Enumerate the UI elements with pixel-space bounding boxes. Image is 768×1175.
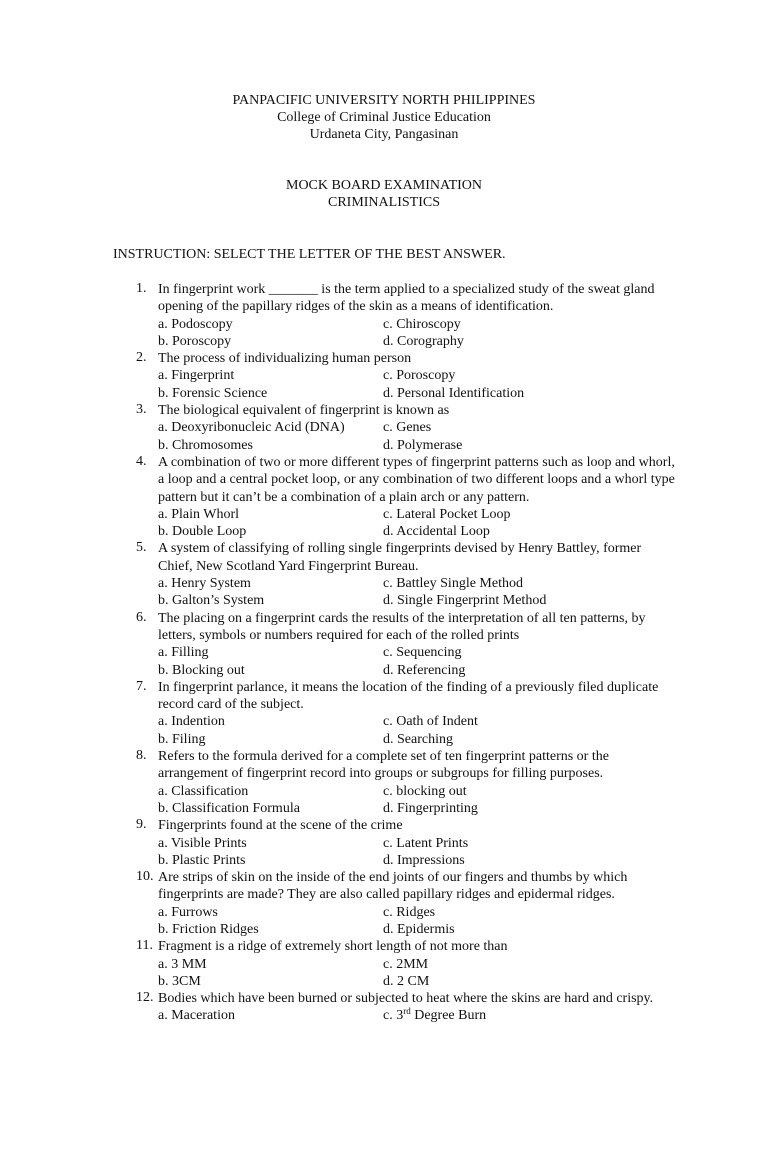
- question-stem: Refers to the formula derived for a complete set of ten fingerprint patterns or the arrangement of fingerprint record into groups or subgroups for filling purposes.: [158, 749, 609, 782]
- answer-options: [158, 904, 676, 939]
- question-number: 1.: [136, 281, 147, 296]
- question-11: [136, 938, 676, 990]
- option-d[interactable]: d. Referencing: [383, 662, 466, 678]
- option-d[interactable]: d. Single Fingerprint Method: [383, 593, 547, 609]
- answer-options: [158, 783, 676, 818]
- option-c[interactable]: c. Ridges: [383, 904, 436, 920]
- option-a[interactable]: a. Maceration: [158, 1008, 235, 1024]
- college-name: College of Criminal Justice Education: [277, 110, 491, 125]
- option-d[interactable]: d. Impressions: [383, 852, 465, 868]
- option-c[interactable]: c. Latent Prints: [383, 835, 469, 851]
- option-c-prefix: c. 3: [383, 1008, 404, 1024]
- question-8: [136, 748, 676, 817]
- question-number: 11.: [136, 938, 153, 954]
- option-b[interactable]: b. Filing: [158, 731, 206, 747]
- option-c[interactable]: c. Lateral Pocket Loop: [383, 506, 511, 522]
- option-a[interactable]: a. Classification: [158, 783, 249, 799]
- option-a[interactable]: a. Visible Prints: [158, 835, 247, 851]
- question-stem: In fingerprint work _______ is the term applied to a specialized study of the sweat gland opening of the papillary ridges of the skin as a means of identification.: [158, 282, 655, 315]
- option-b[interactable]: b. Double Loop: [158, 524, 247, 540]
- option-d[interactable]: d. Personal Identification: [383, 385, 525, 401]
- question-stem: A combination of two or more different types of fingerprint patterns such as loop and whorl, a loop and a central pocket loop, or any combination of two different loops and a whorl type pattern but it can’t be a combination of a plain arch or any pattern.: [158, 454, 675, 505]
- question-6: [136, 610, 676, 679]
- question-10: [136, 869, 676, 938]
- question-7: [136, 679, 676, 748]
- exam-header: [0, 177, 768, 211]
- option-a[interactable]: a. Henry System: [158, 576, 251, 592]
- option-a[interactable]: a. Indention: [158, 714, 225, 730]
- question-number: 3.: [136, 402, 147, 418]
- question-number: 7.: [136, 678, 147, 694]
- exam-title: MOCK BOARD EXAMINATION: [286, 178, 482, 193]
- option-c[interactable]: c. Battley Single Method: [383, 576, 523, 592]
- question-stem: Fingerprints found at the scene of the crime: [158, 818, 403, 834]
- question-number: 6.: [136, 609, 147, 625]
- question-number: 10.: [136, 869, 154, 885]
- option-c[interactable]: c. blocking out: [383, 783, 467, 799]
- question-number: 2.: [136, 350, 147, 366]
- option-c-suffix: Degree Burn: [410, 1008, 487, 1024]
- option-b[interactable]: b. Chromosomes: [158, 437, 253, 453]
- option-d[interactable]: d. 2 CM: [383, 973, 430, 989]
- question-stem: The process of individualizing human person: [158, 351, 412, 367]
- instruction: INSTRUCTION: SELECT THE LETTER OF THE BEST ANSWER.: [113, 247, 506, 262]
- option-d[interactable]: d. Epidermis: [383, 921, 455, 937]
- question-stem: The placing on a fingerprint cards the results of the interpretation of all ten patterns, by letters, symbols or numbers required for each of the rolled prints: [158, 610, 646, 643]
- question-number: 4.: [136, 453, 147, 469]
- option-b[interactable]: b. 3CM: [158, 973, 201, 989]
- question-stem: Are strips of skin on the inside of the end joints of our fingers and thumbs by which fingerprints are made? They are also called papillary ridges and epidermal ridges.: [158, 870, 628, 903]
- option-a[interactable]: a. Podoscopy: [158, 316, 233, 332]
- option-b[interactable]: b. Friction Ridges: [158, 921, 259, 937]
- answer-options: [158, 835, 676, 870]
- option-d[interactable]: d. Accidental Loop: [383, 524, 490, 540]
- question-number: 5.: [136, 540, 147, 556]
- question-list: [136, 281, 676, 1025]
- question-stem: Fragment is a ridge of extremely short length of not more than: [158, 939, 508, 955]
- answer-options: [158, 956, 676, 991]
- university-location: Urdaneta City, Pangasinan: [309, 127, 459, 142]
- option-c[interactable]: c. 2MM: [383, 956, 429, 972]
- answer-options: [158, 1007, 676, 1024]
- question-number: 12.: [136, 990, 154, 1006]
- option-a[interactable]: a. Furrows: [158, 904, 218, 920]
- question-4: [136, 454, 676, 540]
- option-a[interactable]: a. Fingerprint: [158, 368, 235, 384]
- question-1: [136, 281, 676, 350]
- option-b[interactable]: b. Blocking out: [158, 662, 245, 678]
- option-a[interactable]: a. Plain Whorl: [158, 506, 240, 522]
- option-a[interactable]: a. Deoxyribonucleic Acid (DNA): [158, 420, 345, 436]
- question-number: 8.: [136, 748, 147, 764]
- option-c[interactable]: c. Genes: [383, 420, 432, 436]
- question-9: [136, 817, 676, 869]
- answer-options: [158, 419, 676, 454]
- university-header: [0, 92, 768, 143]
- option-a[interactable]: a. Filling: [158, 645, 209, 661]
- exam-subject: CRIMINALISTICS: [327, 195, 440, 210]
- option-d[interactable]: d. Polymerase: [383, 437, 463, 453]
- option-c-superscript: rd: [403, 1006, 411, 1017]
- question-number: 9.: [136, 817, 147, 833]
- option-b[interactable]: b. Poroscopy: [158, 333, 232, 349]
- option-c[interactable]: c. Poroscopy: [383, 368, 456, 384]
- question-5: [136, 540, 676, 609]
- question-3: [136, 402, 676, 454]
- option-a[interactable]: a. 3 MM: [158, 956, 207, 972]
- option-c[interactable]: c. Sequencing: [383, 645, 462, 661]
- question-2: [136, 350, 676, 402]
- university-name: PANPACIFIC UNIVERSITY NORTH PHILIPPINES: [232, 93, 536, 108]
- option-b[interactable]: b. Plastic Prints: [158, 852, 246, 868]
- answer-options: [158, 367, 676, 402]
- option-c[interactable]: c. Oath of Indent: [383, 714, 478, 730]
- answer-options: [158, 575, 676, 610]
- answer-options: [158, 506, 676, 541]
- option-b[interactable]: b. Forensic Science: [158, 385, 268, 401]
- question-12: [136, 990, 676, 1025]
- option-d[interactable]: d. Fingerprinting: [383, 800, 478, 816]
- question-stem: In fingerprint parlance, it means the location of the finding of a previously filed duplicate record card of the subject.: [158, 679, 659, 713]
- option-b[interactable]: b. Galton’s System: [158, 593, 265, 609]
- answer-options: [158, 316, 676, 351]
- option-b[interactable]: b. Classification Formula: [158, 800, 300, 816]
- question-stem: The biological equivalent of fingerprint is known as: [158, 403, 450, 419]
- option-d[interactable]: d. Searching: [383, 731, 453, 747]
- option-c[interactable]: c. Chiroscopy: [383, 316, 461, 332]
- option-d[interactable]: d. Corography: [383, 333, 464, 349]
- answer-options: [158, 713, 676, 748]
- question-stem: Bodies which have been burned or subjected to heat where the skins are hard and crispy.: [158, 991, 654, 1007]
- question-stem: A system of classifying of rolling single fingerprints devised by Henry Battley, former Chief, New Scotland Yard Fingerprint Bureau.: [158, 541, 642, 574]
- answer-options: [158, 644, 676, 679]
- option-c[interactable]: [383, 1007, 603, 1024]
